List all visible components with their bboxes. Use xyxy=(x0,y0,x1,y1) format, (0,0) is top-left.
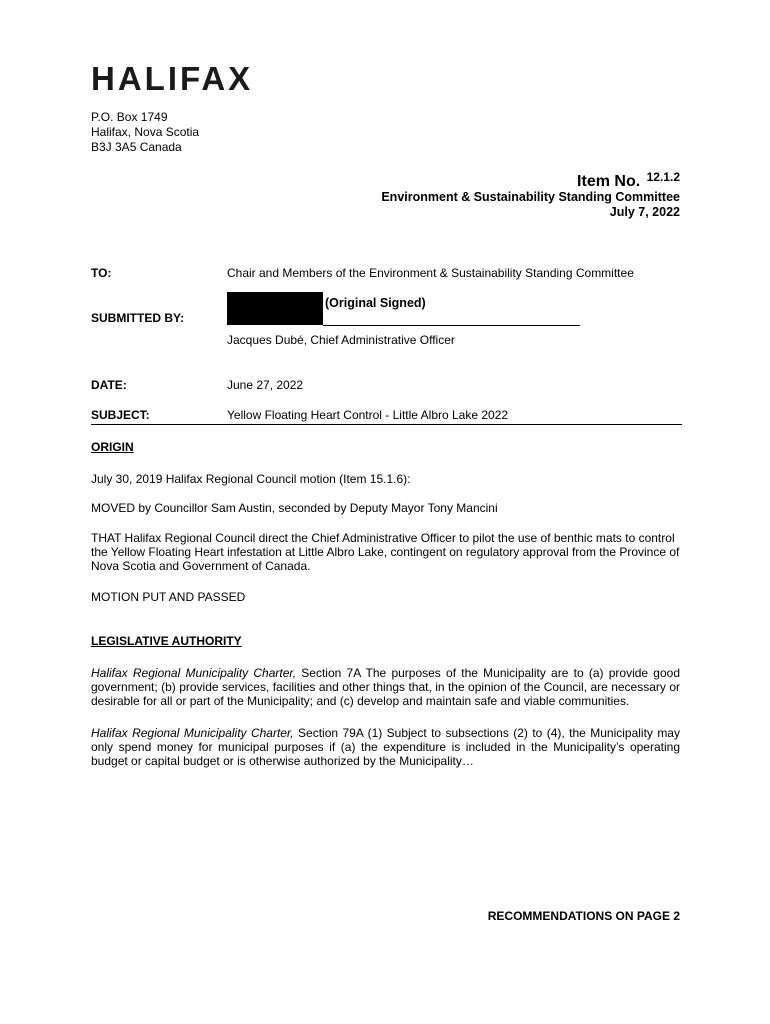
committee-block xyxy=(381,190,680,220)
subject-divider xyxy=(91,424,682,425)
origin-motion: THAT Halifax Regional Council direct the Chief Administrative Officer to pilot the use of benthic mats to control the Yellow Floating Heart infestation at Little Albro Lake, contingent on regulatory approval from the Province of Nova Scotia and Government of Canada. xyxy=(91,531,680,573)
signature-line xyxy=(323,325,580,326)
legislative-heading: LEGISLATIVE AUTHORITY xyxy=(91,634,242,648)
address-line-2: Halifax, Nova Scotia xyxy=(91,125,200,139)
subject-value: Yellow Floating Heart Control - Little Albro Lake 2022 xyxy=(227,408,509,422)
signature-note: (Original Signed) xyxy=(325,296,426,310)
date-value: June 27, 2022 xyxy=(227,378,304,392)
item-number: 12.1.2 xyxy=(646,170,680,184)
redacted-signature xyxy=(227,292,323,325)
legislative-paragraph-2 xyxy=(91,726,680,768)
submitted-by-label: SUBMITTED BY: xyxy=(91,311,185,325)
origin-heading: ORIGIN xyxy=(91,440,134,454)
date-label: DATE: xyxy=(91,378,127,392)
origin-line-1: July 30, 2019 Halifax Regional Council motion (Item 15.1.6): xyxy=(91,472,411,486)
submitter-name: Jacques Dubé, Chief Administrative Officer xyxy=(227,333,455,347)
to-value: Chair and Members of the Environment & Sustainability Standing Committee xyxy=(227,266,634,280)
charter-citation-2: Halifax Regional Municipality Charter, xyxy=(91,726,294,740)
committee-name: Environment & Sustainability Standing Committee xyxy=(381,190,680,204)
charter-citation-1: Halifax Regional Municipality Charter, xyxy=(91,666,297,680)
legislative-text-2: Section 79A (1) Subject to subsections (2) to (4), the Municipality may only spend money for municipal purposes if (a) the expenditure is included in the Municipality’s operating budget or capital budget or is otherwise authorized by the Municipality… xyxy=(91,726,680,768)
address-line-3: B3J 3A5 Canada xyxy=(91,140,182,154)
origin-result: MOTION PUT AND PASSED xyxy=(91,590,246,604)
item-number-label: Item No. xyxy=(577,173,641,190)
subject-label: SUBJECT: xyxy=(91,408,150,422)
meeting-date: July 7, 2022 xyxy=(609,205,680,219)
mailing-address xyxy=(91,110,199,155)
legislative-paragraph-1 xyxy=(91,666,680,708)
origin-line-2: MOVED by Councillor Sam Austin, seconded by Deputy Mayor Tony Mancini xyxy=(91,501,498,515)
halifax-logo: HALIFAX xyxy=(91,60,254,97)
legislative-text-1: Section 7A The purposes of the Municipality are to (a) provide good government; (b) provide services, facilities and other things that, in the opinion of the Council, are necessary or desirable for all or part of the Municipality; and (c) develop and maintain safe and viable communities. xyxy=(91,666,680,708)
to-label: TO: xyxy=(91,266,112,280)
address-line-1: P.O. Box 1749 xyxy=(91,110,168,124)
recommendations-note: RECOMMENDATIONS ON PAGE 2 xyxy=(487,909,680,923)
item-number-block xyxy=(577,170,680,191)
